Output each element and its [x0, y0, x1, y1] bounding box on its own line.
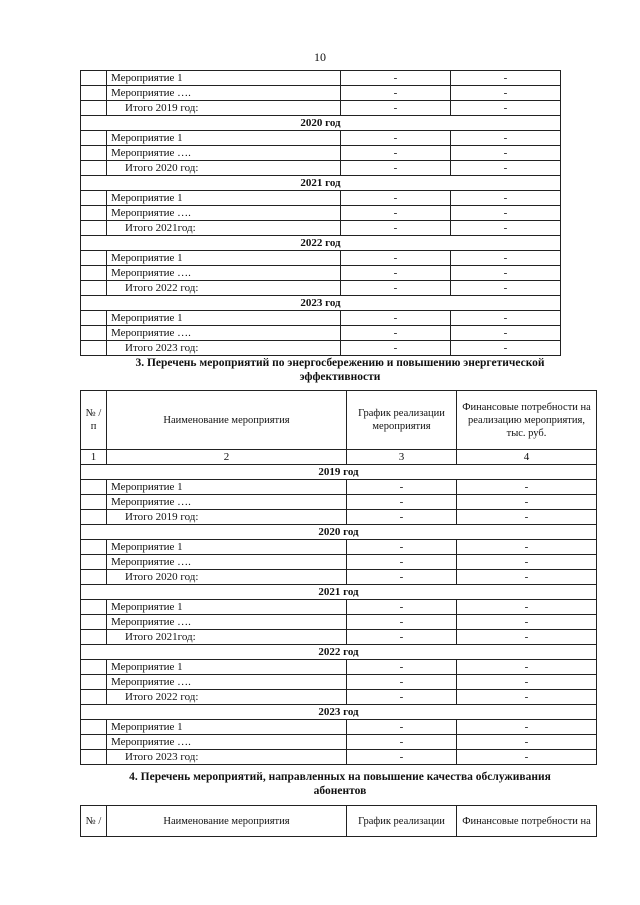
total-label: Итого 2023 год: [107, 341, 341, 356]
section-3-table [80, 390, 597, 765]
total-row [81, 221, 561, 236]
event-name: Мероприятие 1 [107, 720, 347, 735]
finance-cell: - [457, 495, 597, 510]
schedule-cell: - [341, 341, 451, 356]
year-label: 2020 год [81, 116, 561, 131]
event-row [81, 251, 561, 266]
event-name: Мероприятие …. [107, 555, 347, 570]
total-row [81, 630, 597, 645]
year-label: 2021 год [81, 585, 597, 600]
year-row [81, 525, 597, 540]
year-row [81, 176, 561, 191]
num-cell [81, 221, 107, 236]
year-label: 2020 год [81, 525, 597, 540]
schedule-cell: - [347, 690, 457, 705]
header-num: № / п [81, 391, 107, 450]
finance-cell: - [451, 221, 561, 236]
schedule-cell: - [341, 146, 451, 161]
event-row [81, 720, 597, 735]
event-row [81, 86, 561, 101]
event-row [81, 146, 561, 161]
finance-cell: - [457, 555, 597, 570]
event-row [81, 480, 597, 495]
total-label: Итого 2021год: [107, 630, 347, 645]
schedule-cell: - [347, 570, 457, 585]
finance-cell: - [451, 191, 561, 206]
schedule-cell: - [347, 495, 457, 510]
finance-cell: - [451, 311, 561, 326]
total-row [81, 570, 597, 585]
schedule-cell: - [341, 86, 451, 101]
total-label: Итого 2020 год: [107, 570, 347, 585]
event-row [81, 675, 597, 690]
event-row [81, 191, 561, 206]
schedule-cell: - [341, 326, 451, 341]
event-name: Мероприятие …. [107, 266, 341, 281]
num-cell [81, 101, 107, 116]
num-cell [81, 675, 107, 690]
schedule-cell: - [347, 510, 457, 525]
num-cell [81, 326, 107, 341]
section-4-table [80, 805, 597, 837]
event-row [81, 311, 561, 326]
header-schedule: График реализации мероприятия [347, 391, 457, 450]
event-row [81, 540, 597, 555]
num-cell [81, 720, 107, 735]
total-label: Итого 2020 год: [107, 161, 341, 176]
finance-cell: - [457, 630, 597, 645]
num-cell [81, 570, 107, 585]
schedule-cell: - [341, 281, 451, 296]
num-cell [81, 660, 107, 675]
header-name: Наименование мероприятия [107, 391, 347, 450]
column-numbers-row: 1 2 3 4 [81, 450, 597, 465]
finance-cell: - [451, 86, 561, 101]
finance-cell: - [457, 615, 597, 630]
schedule-cell: - [347, 615, 457, 630]
schedule-cell: - [341, 71, 451, 86]
total-row [81, 750, 597, 765]
finance-cell: - [457, 660, 597, 675]
num-cell [81, 630, 107, 645]
finance-cell: - [451, 161, 561, 176]
num-cell [81, 735, 107, 750]
event-name: Мероприятие …. [107, 86, 341, 101]
num-cell [81, 281, 107, 296]
finance-cell: - [451, 341, 561, 356]
header-finance: Финансовые потребности на реализацию мероприятия, тыс. руб. [457, 391, 597, 450]
num-cell [81, 146, 107, 161]
num-cell [81, 251, 107, 266]
year-row [81, 236, 561, 251]
event-row [81, 266, 561, 281]
event-name: Мероприятие 1 [107, 251, 341, 266]
event-name: Мероприятие 1 [107, 540, 347, 555]
event-row [81, 206, 561, 221]
event-name: Мероприятие 1 [107, 660, 347, 675]
finance-cell: - [457, 675, 597, 690]
year-label: 2019 год [81, 465, 597, 480]
year-row [81, 585, 597, 600]
total-row [81, 341, 561, 356]
num-cell [81, 510, 107, 525]
event-row [81, 131, 561, 146]
event-row [81, 326, 561, 341]
year-label: 2022 год [81, 236, 561, 251]
finance-cell: - [457, 570, 597, 585]
num-cell [81, 480, 107, 495]
header-schedule: График реализации [347, 806, 457, 837]
year-row [81, 116, 561, 131]
schedule-cell: - [341, 266, 451, 281]
num-cell [81, 540, 107, 555]
schedule-cell: - [347, 735, 457, 750]
finance-cell: - [457, 750, 597, 765]
finance-cell: - [457, 480, 597, 495]
finance-cell: - [451, 71, 561, 86]
schedule-cell: - [347, 630, 457, 645]
event-row [81, 735, 597, 750]
num-cell [81, 191, 107, 206]
total-label: Итого 2023 год: [107, 750, 347, 765]
finance-cell: - [451, 131, 561, 146]
header-finance: Финансовые потребности на [457, 806, 597, 837]
total-label: Итого 2019 год: [107, 101, 341, 116]
finance-cell: - [457, 540, 597, 555]
event-name: Мероприятие …. [107, 735, 347, 750]
finance-cell: - [451, 266, 561, 281]
schedule-cell: - [341, 251, 451, 266]
section-3-heading: 3. Перечень мероприятий по энергосбережению и повышению энергетической эффективности [135, 357, 545, 383]
top-table [80, 70, 561, 356]
finance-cell: - [457, 600, 597, 615]
schedule-cell: - [347, 555, 457, 570]
event-name: Мероприятие 1 [107, 480, 347, 495]
schedule-cell: - [347, 720, 457, 735]
header-num: № / [81, 806, 107, 837]
finance-cell: - [451, 281, 561, 296]
finance-cell: - [451, 206, 561, 221]
total-row [81, 101, 561, 116]
event-name: Мероприятие 1 [107, 600, 347, 615]
event-row [81, 495, 597, 510]
num-cell [81, 750, 107, 765]
year-label: 2023 год [81, 296, 561, 311]
finance-cell: - [457, 735, 597, 750]
event-name: Мероприятие …. [107, 206, 341, 221]
schedule-cell: - [341, 221, 451, 236]
total-row [81, 281, 561, 296]
schedule-cell: - [347, 600, 457, 615]
finance-cell: - [451, 101, 561, 116]
total-row [81, 161, 561, 176]
finance-cell: - [451, 326, 561, 341]
total-label: Итого 2022 год: [107, 281, 341, 296]
schedule-cell: - [347, 750, 457, 765]
finance-cell: - [451, 146, 561, 161]
event-row [81, 555, 597, 570]
page-number: 10 [314, 50, 326, 64]
schedule-cell: - [347, 540, 457, 555]
year-label: 2022 год [81, 645, 597, 660]
total-row [81, 510, 597, 525]
num-cell [81, 600, 107, 615]
event-name: Мероприятие …. [107, 495, 347, 510]
table-header [81, 391, 597, 450]
schedule-cell: - [341, 311, 451, 326]
header-name: Наименование мероприятия [107, 806, 347, 837]
schedule-cell: - [347, 675, 457, 690]
event-row [81, 71, 561, 86]
event-row [81, 660, 597, 675]
num-cell [81, 495, 107, 510]
table-header [81, 806, 597, 837]
event-name: Мероприятие …. [107, 326, 341, 341]
total-label: Итого 2022 год: [107, 690, 347, 705]
schedule-cell: - [347, 480, 457, 495]
year-row [81, 645, 597, 660]
num-cell [81, 615, 107, 630]
finance-cell: - [457, 720, 597, 735]
event-name: Мероприятие …. [107, 615, 347, 630]
year-label: 2021 год [81, 176, 561, 191]
num-cell [81, 341, 107, 356]
year-label: 2023 год [81, 705, 597, 720]
finance-cell: - [457, 510, 597, 525]
event-name: Мероприятие …. [107, 675, 347, 690]
event-row [81, 600, 597, 615]
total-label: Итого 2019 год: [107, 510, 347, 525]
year-row [81, 705, 597, 720]
schedule-cell: - [341, 191, 451, 206]
total-label: Итого 2021год: [107, 221, 341, 236]
year-row [81, 465, 597, 480]
finance-cell: - [451, 251, 561, 266]
event-name: Мероприятие …. [107, 146, 341, 161]
num-cell [81, 690, 107, 705]
schedule-cell: - [341, 206, 451, 221]
finance-cell: - [457, 690, 597, 705]
event-name: Мероприятие 1 [107, 71, 341, 86]
schedule-cell: - [341, 161, 451, 176]
num-cell [81, 131, 107, 146]
event-row [81, 615, 597, 630]
num-cell [81, 206, 107, 221]
event-name: Мероприятие 1 [107, 191, 341, 206]
schedule-cell: - [341, 101, 451, 116]
year-row [81, 296, 561, 311]
num-cell [81, 311, 107, 326]
event-name: Мероприятие 1 [107, 131, 341, 146]
num-cell [81, 71, 107, 86]
total-row [81, 690, 597, 705]
num-cell [81, 555, 107, 570]
num-cell [81, 86, 107, 101]
num-cell [81, 161, 107, 176]
event-name: Мероприятие 1 [107, 311, 341, 326]
schedule-cell: - [347, 660, 457, 675]
schedule-cell: - [341, 131, 451, 146]
section-4-heading: 4. Перечень мероприятий, направленных на повышение качества обслуживания абонентов [129, 771, 551, 797]
num-cell [81, 266, 107, 281]
